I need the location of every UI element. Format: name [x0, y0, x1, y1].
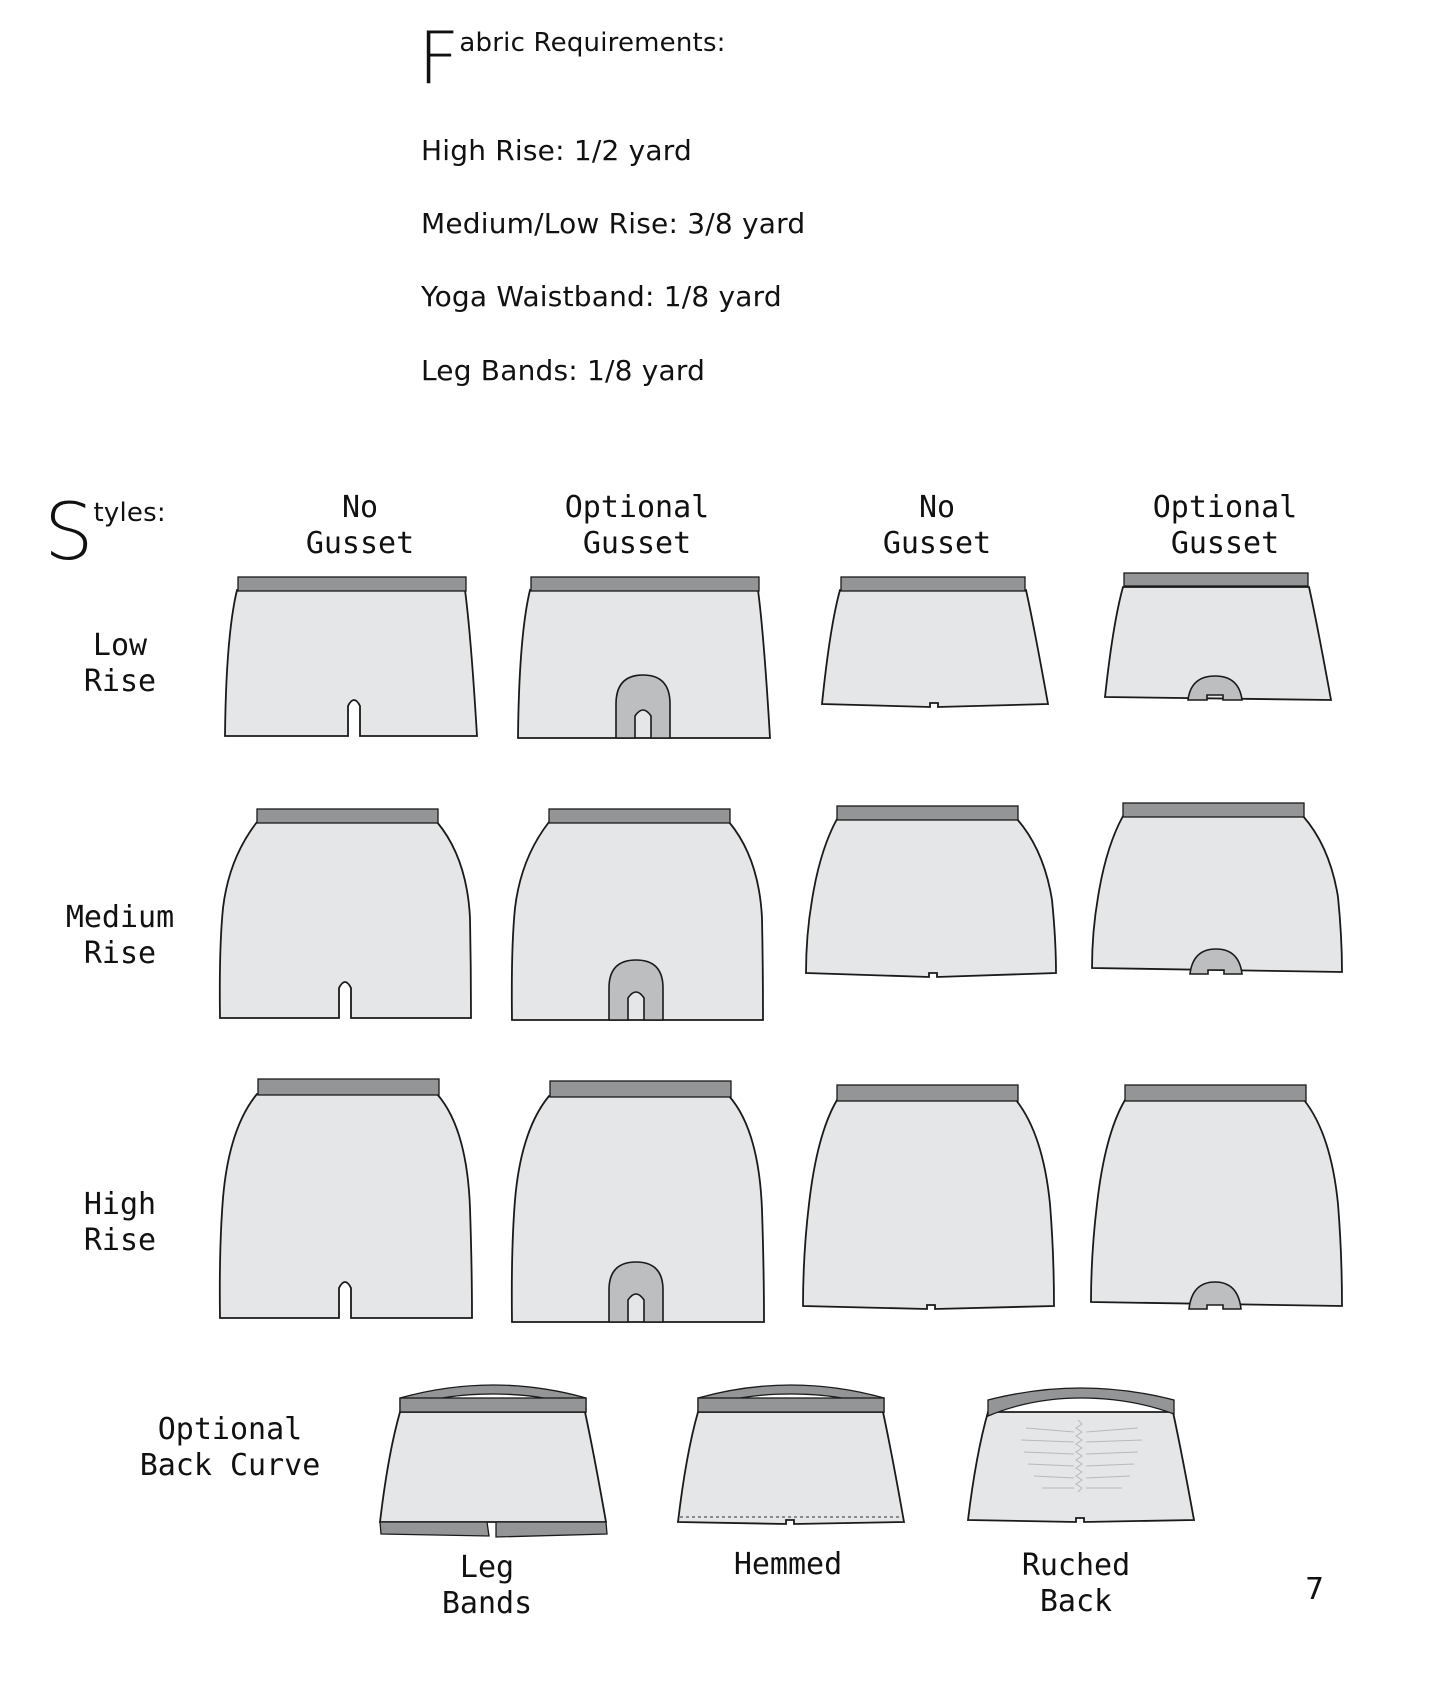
fabric-requirements-heading — [418, 16, 726, 100]
column-header-line: Gusset — [582, 526, 692, 561]
high-rise-no-gusset-short-illustration — [801, 1084, 1063, 1314]
back-curve-label — [120, 1412, 340, 1484]
column-header-optional-gusset-1 — [517, 490, 757, 562]
row-label-line: Low — [92, 628, 148, 663]
styles-heading — [44, 488, 166, 578]
high-rise-optional-gusset-short-illustration — [1089, 1084, 1351, 1314]
high-rise-optional-gusset-illustration — [509, 1080, 771, 1324]
fabric-item-medium-low-rise: Medium/Low Rise: 3/8 yard — [421, 207, 806, 240]
fabric-dropcap: F — [418, 16, 460, 100]
column-header-line: Gusset — [305, 526, 415, 561]
back-curve-label-line: Back Curve — [139, 1448, 321, 1483]
fabric-item-yoga-waistband: Yoga Waistband: 1/8 yard — [421, 280, 782, 313]
medium-rise-optional-gusset-illustration — [509, 808, 771, 1022]
low-rise-no-gusset-short-illustration — [820, 576, 1054, 712]
back-curve-leg-bands-illustration — [378, 1384, 612, 1544]
row-label-line: Rise — [83, 936, 157, 971]
row-label-high-rise — [35, 1187, 205, 1259]
medium-rise-no-gusset-short-illustration — [804, 805, 1066, 985]
variant-label-leg-bands — [407, 1550, 567, 1622]
variant-label-hemmed — [708, 1547, 868, 1583]
styles-dropcap: S — [44, 488, 94, 578]
row-label-medium-rise — [35, 900, 205, 972]
column-header-line: Optional — [1152, 490, 1298, 525]
column-header-optional-gusset-2 — [1105, 490, 1345, 562]
low-rise-optional-gusset-short-illustration — [1103, 573, 1337, 709]
medium-rise-no-gusset-illustration — [217, 808, 479, 1020]
column-header-no-gusset-2 — [817, 490, 1057, 562]
variant-label-line: Leg — [459, 1550, 515, 1585]
column-header-line: No — [918, 490, 956, 525]
high-rise-no-gusset-illustration — [217, 1078, 479, 1322]
variant-label-ruched-back — [996, 1548, 1156, 1620]
row-label-line: High — [83, 1187, 157, 1222]
variant-label-line: Back — [1039, 1584, 1113, 1619]
page-number: 7 — [1305, 1572, 1325, 1607]
styles-heading-text: tyles: — [93, 498, 166, 528]
back-curve-hemmed-illustration — [676, 1384, 910, 1534]
row-label-line: Medium — [65, 900, 175, 935]
column-header-line: Gusset — [1170, 526, 1280, 561]
column-header-line: Optional — [564, 490, 710, 525]
back-curve-label-line: Optional — [157, 1412, 303, 1447]
fabric-heading-text: abric Requirements: — [459, 28, 726, 58]
variant-label-line: Hemmed — [733, 1547, 843, 1582]
variant-label-line: Ruched — [1021, 1548, 1131, 1583]
fabric-item-high-rise: High Rise: 1/2 yard — [421, 134, 692, 167]
row-label-line: Rise — [83, 664, 157, 699]
column-header-no-gusset-1 — [240, 490, 480, 562]
row-label-line: Rise — [83, 1223, 157, 1258]
column-header-line: No — [341, 490, 379, 525]
fabric-item-leg-bands: Leg Bands: 1/8 yard — [421, 354, 706, 387]
variant-label-line: Bands — [441, 1586, 533, 1621]
medium-rise-optional-gusset-short-illustration — [1090, 802, 1352, 982]
row-label-low-rise — [35, 628, 205, 700]
back-curve-ruched-back-illustration — [966, 1384, 1200, 1534]
column-header-line: Gusset — [882, 526, 992, 561]
low-rise-optional-gusset-illustration — [513, 576, 775, 740]
low-rise-no-gusset-illustration — [220, 576, 482, 740]
